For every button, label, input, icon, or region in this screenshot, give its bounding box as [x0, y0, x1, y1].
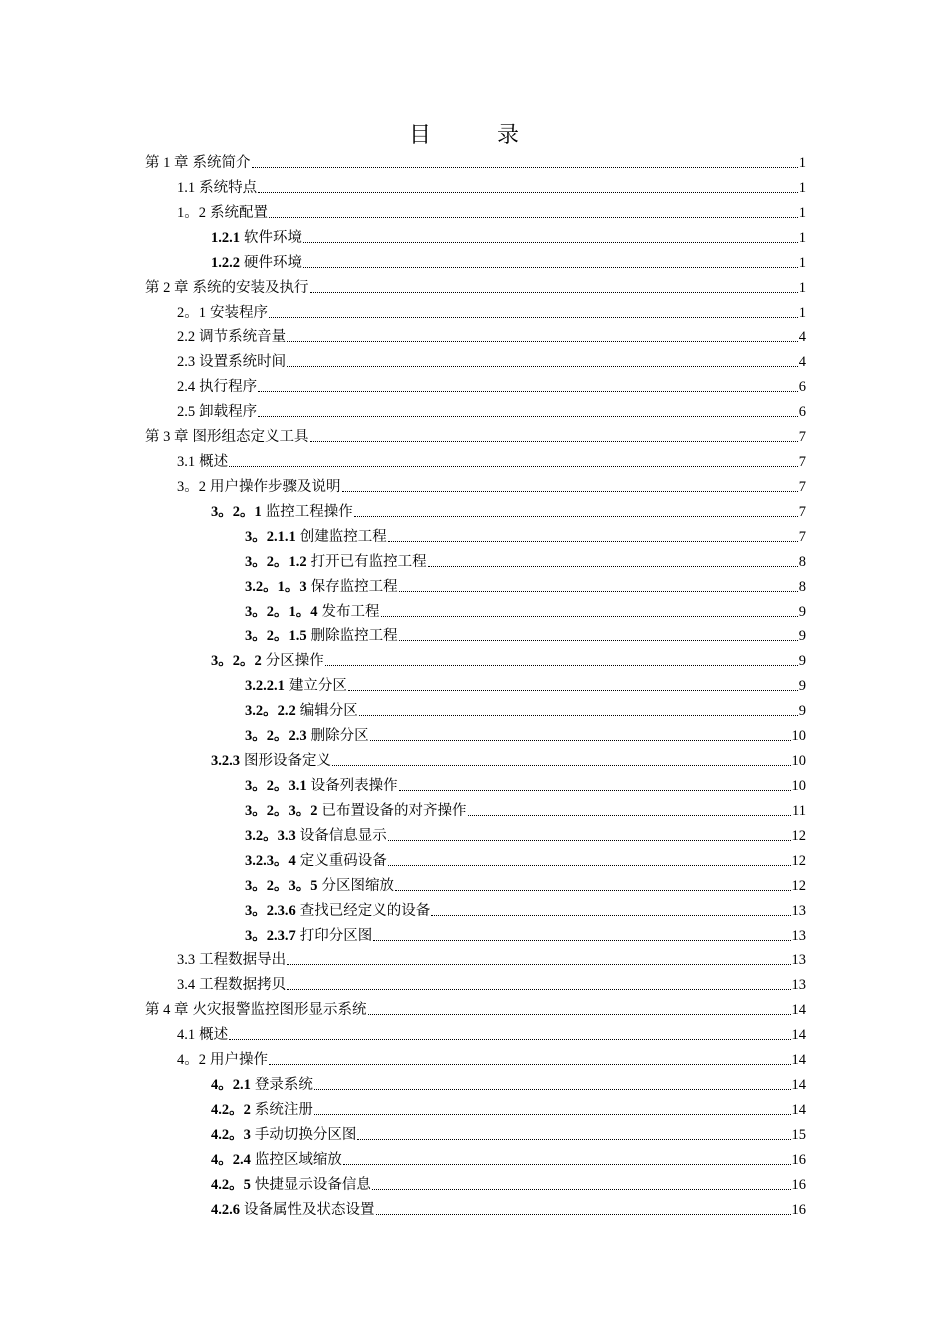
toc-entry-page: 7	[798, 478, 806, 495]
toc-dot-leader	[370, 740, 791, 741]
toc-dot-leader	[342, 491, 798, 492]
toc-dot-leader	[399, 790, 791, 791]
toc-entry-title: 监控区域缩放	[254, 1151, 342, 1168]
toc-entry-number: 4.2。3	[211, 1126, 251, 1143]
toc-entry-number: 3.2。3.3	[245, 827, 296, 844]
toc-entry-page: 12	[791, 877, 806, 894]
toc-entry-number: 4.1	[177, 1027, 196, 1044]
toc-dot-leader	[388, 840, 791, 841]
toc-entry[interactable]	[177, 474, 806, 496]
toc-entry-number: 3.2.3	[211, 753, 240, 770]
toc-dot-leader	[376, 1214, 791, 1215]
toc-entry[interactable]	[245, 848, 806, 870]
toc-entry[interactable]	[211, 1147, 806, 1169]
toc-entry-title: 分区图缩放	[321, 877, 394, 894]
toc-entry-page: 9	[798, 678, 806, 695]
toc-entry[interactable]	[245, 823, 806, 845]
toc-dot-leader	[229, 1039, 790, 1040]
toc-entry-title: 设备信息显示	[299, 827, 387, 844]
toc-entry-page: 1	[798, 304, 806, 321]
toc-entry-number: 3。2.3.7	[245, 927, 296, 944]
toc-entry-title: 概述	[199, 1027, 229, 1044]
toc-entry-page: 10	[791, 753, 806, 770]
toc-entry-title: 工程数据拷贝	[199, 977, 287, 994]
toc-entry-number: 2.4	[177, 379, 196, 396]
toc-dot-leader	[468, 815, 792, 816]
toc-entry-number: 第 2 章	[145, 279, 189, 296]
toc-entry-title: 发布工程	[321, 603, 380, 620]
toc-entry-number: 1.1	[177, 179, 196, 196]
toc-entry-title: 软件环境	[244, 229, 302, 246]
toc-dot-leader	[287, 366, 798, 367]
toc-entry-page: 7	[798, 454, 806, 471]
toc-entry-title: 系统简介	[192, 155, 251, 171]
toc-entry-number: 2。1	[177, 304, 206, 321]
toc-dot-leader	[269, 217, 798, 218]
toc-entry-title: 保存监控工程	[310, 578, 398, 595]
toc-entry-number: 第 3 章	[145, 429, 189, 446]
toc-dot-leader	[357, 1139, 790, 1140]
toc-entry-page: 12	[791, 827, 806, 844]
toc-entry-page: 9	[798, 603, 806, 620]
toc-entry-page: 4	[798, 329, 806, 346]
toc-entry-title: 监控工程操作	[265, 503, 353, 520]
toc-entry-number: 3。2。2.3	[245, 728, 307, 745]
toc-entry[interactable]	[245, 898, 806, 920]
toc-dot-leader	[303, 267, 798, 268]
toc-entry-number: 4。2.1	[211, 1077, 251, 1094]
toc-entry-title: 系统注册	[254, 1101, 313, 1118]
toc-entry-title: 设置系统时间	[199, 354, 287, 371]
toc-entry[interactable]	[245, 549, 806, 571]
toc-entry-title: 用户操作	[210, 1052, 268, 1069]
toc-entry[interactable]	[177, 1047, 806, 1069]
toc-entry-page: 16	[791, 1176, 806, 1193]
toc-entry-number: 2.3	[177, 354, 196, 371]
toc-entry-page: 13	[791, 902, 806, 919]
toc-entry-number: 3.4	[177, 977, 196, 994]
toc-entry[interactable]	[211, 1197, 806, 1219]
toc-dot-leader	[381, 616, 798, 617]
toc-entry-number: 4.2。5	[211, 1176, 251, 1193]
toc-entry-page: 13	[791, 977, 806, 994]
toc-entry-number: 2.5	[177, 404, 196, 421]
toc-entry[interactable]	[245, 798, 806, 820]
toc-entry-title: 创建监控工程	[299, 528, 387, 545]
toc-entry-title: 分区操作	[265, 653, 324, 670]
toc-dot-leader	[431, 915, 790, 916]
toc-entry[interactable]	[211, 1072, 806, 1094]
toc-entry[interactable]	[211, 1172, 806, 1194]
toc-entry-title: 查找已经定义的设备	[299, 902, 431, 919]
toc-entry-number: 2.2	[177, 329, 196, 346]
toc-entry-page: 16	[791, 1201, 806, 1218]
toc-entry-page: 1	[798, 254, 806, 271]
toc-entry-number: 1.2.2	[211, 254, 240, 271]
toc-entry[interactable]	[245, 923, 806, 945]
toc-dot-leader	[354, 516, 798, 517]
toc-entry[interactable]	[177, 449, 806, 471]
page-title: 目 录	[408, 123, 541, 148]
toc-dot-leader	[399, 591, 798, 592]
toc-dot-leader	[252, 167, 798, 168]
toc-entry-number: 1.2.1	[211, 229, 240, 246]
toc-dot-leader	[325, 665, 798, 666]
toc-entry-page: 14	[791, 1052, 806, 1069]
toc-dot-leader	[287, 989, 790, 990]
toc-entry[interactable]	[177, 947, 806, 969]
toc-entry-title: 系统的安装及执行	[192, 279, 309, 296]
toc-entry[interactable]	[211, 225, 806, 247]
toc-dot-leader	[287, 341, 798, 342]
toc-entry[interactable]	[177, 300, 806, 322]
toc-entry-number: 4.2。2	[211, 1101, 251, 1118]
toc-entry-title: 建立分区	[288, 678, 347, 695]
toc-dot-leader	[310, 292, 798, 293]
toc-entry-title: 图形设备定义	[244, 753, 331, 770]
toc-entry[interactable]	[177, 374, 806, 396]
toc-entry-title: 打开已有监控工程	[310, 553, 427, 570]
toc-entry-number: 3。2.1.1	[245, 528, 296, 545]
toc-entry-title: 登录系统	[254, 1077, 313, 1094]
toc-entry-title: 安装程序	[210, 304, 268, 321]
toc-dot-leader	[303, 242, 798, 243]
toc-entry-page: 9	[798, 628, 806, 645]
toc-entry-number: 3。2	[177, 478, 206, 495]
toc-dot-leader	[348, 690, 798, 691]
toc-entry-page: 8	[798, 553, 806, 570]
toc-entry-page: 10	[791, 728, 806, 745]
toc-entry-number: 3。2。1.2	[245, 553, 307, 570]
toc-entry[interactable]	[211, 250, 806, 272]
toc-entry[interactable]	[145, 150, 806, 172]
toc-entry[interactable]	[211, 1122, 806, 1144]
toc-entry-title: 手动切换分区图	[254, 1126, 357, 1143]
toc-entry[interactable]	[145, 424, 806, 446]
toc-entry-number: 3.1	[177, 454, 196, 471]
toc-entry-number: 3。2。2	[211, 653, 262, 670]
toc-entry-page: 1	[798, 279, 806, 296]
toc-entry[interactable]	[245, 723, 806, 745]
toc-entry-title: 硬件环境	[244, 254, 302, 271]
toc-dot-leader	[258, 192, 798, 193]
toc-entry-number: 3。2.3.6	[245, 902, 296, 919]
toc-dot-leader	[395, 890, 791, 891]
toc-dot-leader	[359, 715, 798, 716]
toc-entry-page: 1	[798, 179, 806, 196]
toc-entry-page: 13	[791, 952, 806, 969]
toc-entry-title: 设备列表操作	[310, 778, 398, 794]
toc-entry[interactable]	[177, 349, 806, 371]
toc-entry[interactable]	[177, 1022, 806, 1044]
toc-entry-page: 12	[791, 852, 806, 869]
toc-entry[interactable]	[245, 623, 806, 645]
toc-entry-page: 11	[792, 802, 806, 819]
toc-entry-title: 删除分区	[310, 728, 369, 745]
toc-entry-page: 1	[798, 204, 806, 221]
toc-entry-page: 9	[798, 703, 806, 720]
toc-entry[interactable]	[245, 524, 806, 546]
toc-entry-title: 概述	[199, 454, 229, 471]
toc-entry-title: 删除监控工程	[310, 628, 398, 645]
toc-entry-title: 执行程序	[199, 379, 258, 396]
toc-entry-page: 7	[798, 429, 806, 446]
toc-entry-page: 9	[798, 653, 806, 670]
toc-entry[interactable]	[211, 1097, 806, 1119]
toc-entry-number: 4.2.6	[211, 1201, 240, 1218]
toc-entry-page: 16	[791, 1151, 806, 1168]
toc-entry-page: 6	[798, 404, 806, 421]
toc-entry[interactable]	[177, 399, 806, 421]
toc-entry-page: 4	[798, 354, 806, 371]
toc-entry-number: 3.3	[177, 952, 196, 969]
toc-entry[interactable]	[145, 997, 806, 1019]
toc-entry-page: 1	[798, 229, 806, 246]
toc-entry-page: 7	[798, 503, 806, 520]
toc-entry-title: 系统特点	[199, 179, 258, 196]
toc-entry-number: 3。2。1.5	[245, 628, 307, 645]
toc-entry-number: 第 1 章	[145, 155, 189, 171]
toc-entry-number: 第 4 章	[145, 1002, 189, 1019]
toc-entry-number: 4。2.4	[211, 1151, 251, 1168]
toc-entry[interactable]	[177, 972, 806, 994]
toc-entry-page: 7	[798, 528, 806, 545]
toc-entry[interactable]	[177, 175, 806, 197]
toc-entry[interactable]	[245, 773, 806, 795]
toc-entry-number: 3。2。1。4	[245, 603, 318, 620]
toc-entry-page: 14	[791, 1101, 806, 1118]
toc-entry-page: 14	[791, 1027, 806, 1044]
toc-entry-title: 卸载程序	[199, 404, 258, 421]
toc-entry-number: 3.2。2.2	[245, 703, 296, 720]
toc-entry[interactable]	[245, 698, 806, 720]
toc-dot-leader	[310, 441, 798, 442]
toc-dot-leader	[258, 416, 798, 417]
toc-entry-title: 工程数据导出	[199, 952, 287, 969]
toc-dot-leader	[229, 466, 798, 467]
toc-entry-page: 15	[791, 1126, 806, 1143]
toc-dot-leader	[343, 1164, 791, 1165]
toc-entry-number: 3。2。3。2	[245, 802, 318, 819]
toc-entry[interactable]	[245, 574, 806, 596]
toc-entry-title: 快捷显示设备信息	[254, 1176, 371, 1193]
toc-entry-page: 14	[791, 1002, 806, 1019]
toc-entry-number: 3.2。1。3	[245, 578, 307, 595]
toc-dot-leader	[314, 1114, 791, 1115]
toc-entry-number: 3.2.3。4	[245, 852, 296, 869]
toc-entry-title: 设备属性及状态设置	[244, 1201, 375, 1218]
toc-entry-number: 3。2。3.1	[245, 778, 307, 794]
toc-dot-leader	[372, 1189, 791, 1190]
toc-entry-title: 调节系统音量	[199, 329, 287, 346]
toc-entry-number: 3.2.2.1	[245, 678, 285, 695]
toc-entry-number: 1。2	[177, 204, 206, 221]
toc-dot-leader	[368, 1014, 791, 1015]
toc-entry-number: 4。2	[177, 1052, 206, 1069]
toc-dot-leader	[287, 964, 790, 965]
toc-dot-leader	[388, 541, 798, 542]
toc-dot-leader	[314, 1089, 791, 1090]
toc-dot-leader	[332, 765, 791, 766]
toc-entry[interactable]	[177, 200, 806, 222]
toc-entry-number: 3。2。1	[211, 503, 262, 520]
toc-dot-leader	[258, 391, 798, 392]
toc-dot-leader	[373, 940, 790, 941]
toc-entry-page: 14	[791, 1077, 806, 1094]
toc-dot-leader	[399, 640, 798, 641]
toc-entry-title: 用户操作步骤及说明	[210, 478, 341, 495]
toc-entry-title: 系统配置	[210, 204, 268, 221]
toc-dot-leader	[388, 865, 791, 866]
toc-entry[interactable]	[211, 648, 806, 670]
toc-entry-page: 1	[798, 155, 806, 171]
toc-entry-page: 13	[791, 927, 806, 944]
toc-entry-title: 已布置设备的对齐操作	[321, 802, 467, 819]
toc-entry[interactable]	[245, 673, 806, 695]
toc-entry-number: 3。2。3。5	[245, 877, 318, 894]
toc-entry-title: 编辑分区	[299, 703, 358, 720]
toc-dot-leader	[269, 1064, 791, 1065]
toc-dot-leader	[428, 566, 798, 567]
toc-entry-page: 6	[798, 379, 806, 396]
toc-entry[interactable]	[177, 324, 806, 346]
toc-entry-title: 打印分区图	[299, 927, 373, 944]
toc-entry-title: 火灾报警监控图形显示系统	[192, 1002, 367, 1019]
toc-entry-page: 10	[791, 778, 806, 794]
toc-dot-leader	[269, 317, 798, 318]
toc-entry-page: 8	[798, 578, 806, 595]
toc-entry[interactable]	[245, 599, 806, 621]
toc-entry[interactable]	[145, 275, 806, 297]
toc-entry-title: 定义重码设备	[299, 852, 387, 869]
toc-entry-title: 图形组态定义工具	[192, 429, 309, 446]
toc-entry[interactable]	[245, 873, 806, 895]
toc-entry[interactable]	[211, 748, 806, 770]
toc-entry[interactable]	[211, 499, 806, 521]
